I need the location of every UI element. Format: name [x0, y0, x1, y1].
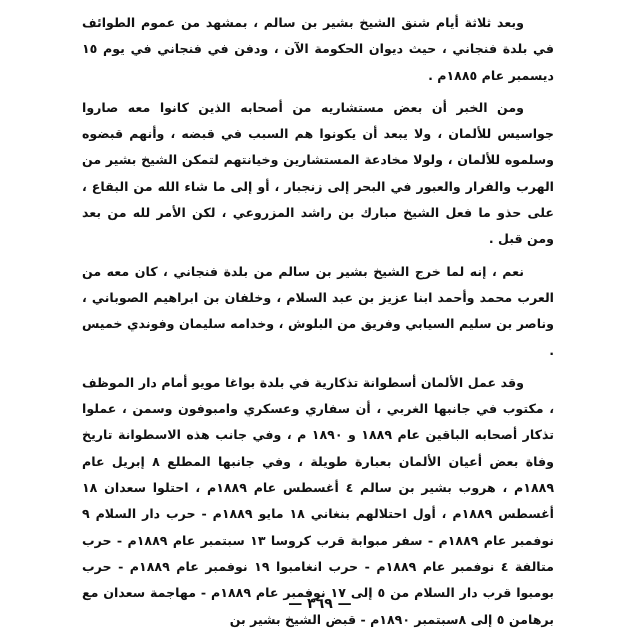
paragraph-execution: وبعد ثلاثة أيام شنق الشيخ بشير بن سالم ، بمشهد من عموم الطوائف في بلدة فنجاني ، حيث ديوان الحكومة الآن ، ودفن في فنجاني في يوم ١٥ ديسمبر عام ١٨٨٥م . — [82, 15, 554, 83]
page-number: — ٣٦٩ — — [288, 596, 352, 612]
paragraph-memorial: وقد عمل الألمان أسطوانة تذكارية في بلدة بواغا مويو أمام دار الموظف ، مكتوب في جانبها الغربي ، أن سفاري وعسكري وامبوفون وسمن ، عملوا تذكار أصحابه الباقين عام ١٨٨٩ و ١٨٩٠ م ، وفي جانب هذه الاسطوانة تاريخ وفاة بعض أعيان الألمان بعبارة طويلة ، وفي جانبها المطلع ٨ إبريل عام ١٨٨٩م ، هروب بشير بن سالم ٤ أغسطس عام ١٨٨٩م ، احتلوا سعدان ١٨ أغسطس ١٨٨٩م ، أول احتلالهم بنغاني ١٨ مايو ١٨٨٩م - حرب دار السلام ٩ نوفمبر عام ١٨٨٩م - سفر مبوابة قرب كروسا ١٣ سبتمبر عام ١٨٨٩م - حرب متالفة ٤ نوفمبر عام ١٨٨٩م - حرب انغامبوا ١٩ نوفمبر عام ١٨٨٩م - حرب بومبوا قرب دار السلام من ٥ إلى ١٧ نوفمبر عام ١٨٨٩م - مهاجمة سعدان مع برهامن ٥ إلى ٨سبتمبر ١٨٩٠م - قبض الشيخ بشير بن — [82, 374, 555, 627]
body-text — [82, 10, 554, 633]
paragraph-companions: نعم ، إنه لما خرج الشيخ بشير بن سالم من بلدة فنجاني ، كان معه من العرب محمد وأحمد ابنا عزيز بن عبد السلام ، وخلفان بن ابراهيم الصوباني ، وناصر بن سليم السيابي وفريق من البلوش ، وخدامه سليمان وفوندي خميس . — [82, 263, 554, 358]
paragraph-advisors: ومن الخبر أن بعض مستشاريه من أصحابه الذين كانوا معه صاروا جواسيس للألمان ، ولا يبعد أن يكونوا هم السبب في قبضه ، وأنهم قبضوه وسلموه للألمان ، ولولا مخادعة المستشارين وخيانتهم لتمكن الشيخ بشير من الهرب والفرار والعبور في البحر إلى زنجبار ، أو إلى ما شاء الله من البقاع ، على حذو ما فعل الشيخ مبارك بن راشد المزروعي ، لكن الأمر لله من بعد ومن قبل . — [82, 99, 554, 247]
